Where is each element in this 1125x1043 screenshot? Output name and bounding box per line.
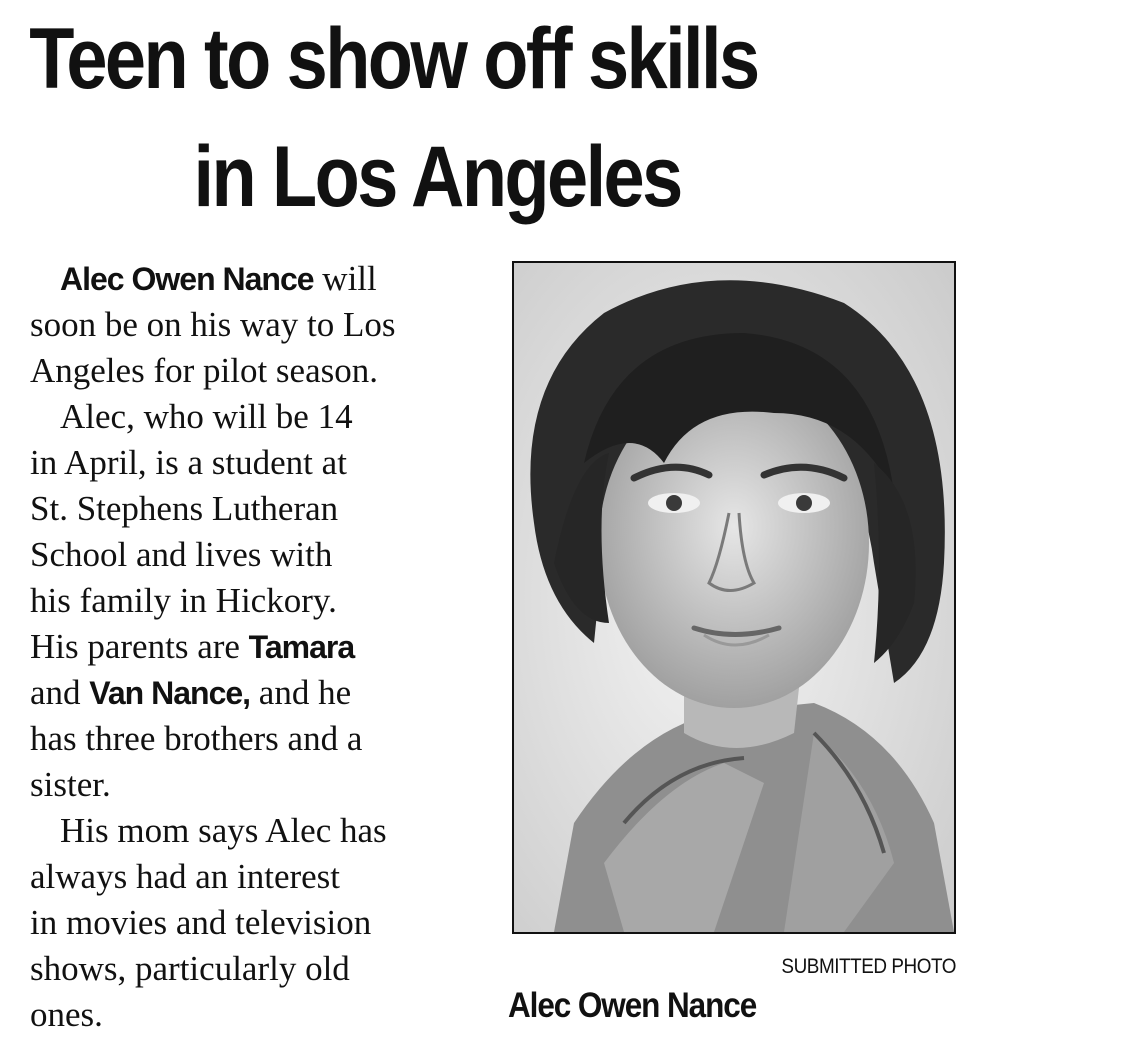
portrait-photo xyxy=(512,261,956,934)
body-line: School and lives with xyxy=(30,535,333,574)
body-line: always had an interest xyxy=(30,857,341,896)
body-line: in April, is a student at xyxy=(30,443,347,482)
body-line: Angeles for pilot season. xyxy=(30,351,378,390)
mother-name: Tamara xyxy=(248,629,355,665)
portrait-illustration xyxy=(514,263,954,932)
body-line: ones. xyxy=(30,995,103,1034)
paragraph-1 xyxy=(30,256,490,394)
body-line: has three brothers and a xyxy=(30,719,363,758)
headline-line-1: Teen to show off skills xyxy=(29,11,758,107)
father-name: Van Nance, xyxy=(89,675,251,711)
article-body xyxy=(30,256,490,1038)
subject-name: Alec Owen Nance xyxy=(60,261,314,297)
paragraph-3 xyxy=(30,808,490,1038)
body-line: shows, particularly old xyxy=(30,949,350,988)
body-line: sister. xyxy=(30,765,111,804)
body-line: St. Stephens Lutheran xyxy=(30,489,339,528)
photo-credit: SUBMITTED PHOTO xyxy=(781,955,956,978)
body-line: soon be on his way to Los xyxy=(30,305,396,344)
body-line: Alec Owen Nance will xyxy=(60,259,377,298)
body-line: His parents are Tamara xyxy=(30,627,355,666)
body-line: Alec, who will be 14 xyxy=(60,397,353,436)
body-line: in movies and television xyxy=(30,903,372,942)
body-line: and Van Nance, and he xyxy=(30,673,352,712)
body-line: his family in Hickory. xyxy=(30,581,337,620)
headline-line-2: in Los Angeles xyxy=(193,129,681,225)
body-line: His mom says Alec has xyxy=(60,811,387,850)
photo-caption: Alec Owen Nance xyxy=(508,986,757,1025)
paragraph-2 xyxy=(30,394,490,808)
headline xyxy=(0,0,968,236)
